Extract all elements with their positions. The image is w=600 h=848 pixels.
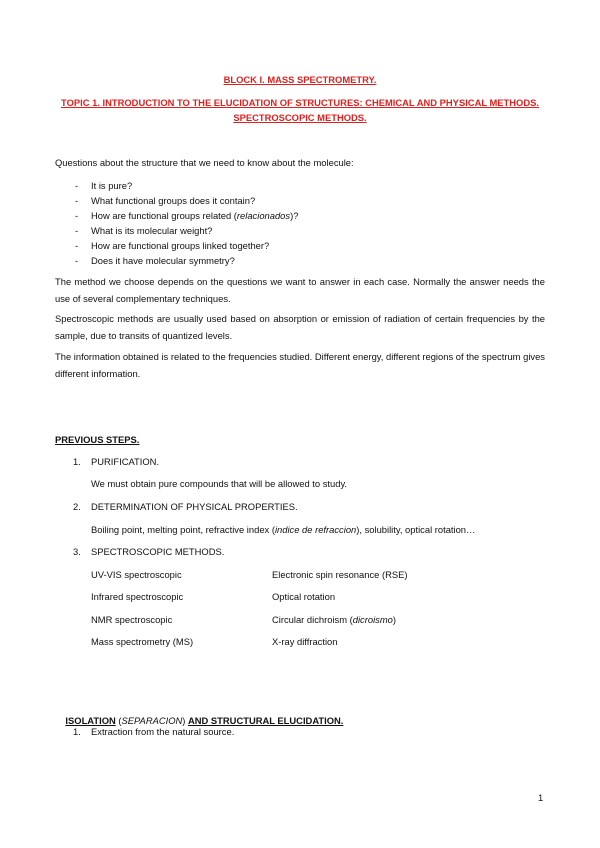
method-item: Electronic spin resonance (RSE) (272, 569, 408, 580)
questions-lead: Questions about the structure that we need to know about the molecule: (55, 157, 354, 168)
step-title-spectroscopic-methods: SPECTROSCOPIC METHODS. (91, 546, 225, 557)
spanish-term: SEPARACION (121, 715, 183, 726)
topic-title-line2: SPECTROSCOPIC METHODS. (233, 112, 367, 123)
step-text-purification: We must obtain pure compounds that will be allowed to study. (91, 478, 348, 489)
list-item (91, 210, 298, 221)
list-item: Does it have molecular symmetry? (91, 255, 235, 266)
method-item: UV-VIS spectroscopic (91, 569, 182, 580)
spanish-term: indice de refraccion (274, 524, 357, 535)
method-item: Infrared spectroscopic (91, 591, 184, 602)
paragraph-information: The information obtained is related to the frequencies studied. Different energy, different regions of the spectrum gives different information. (55, 351, 545, 379)
method-item: Optical rotation (272, 591, 336, 602)
list-item-text: )? (290, 210, 299, 221)
method-item: X-ray diffraction (272, 636, 338, 647)
step-text-physical-properties (91, 524, 475, 535)
step-title-physical-properties: DETERMINATION OF PHYSICAL PROPERTIES. (91, 501, 298, 512)
list-item-text: How are functional groups related ( (91, 210, 237, 221)
list-item: What functional groups does it contain? (91, 195, 256, 206)
heading-text: ( (115, 715, 122, 726)
block-title: BLOCK I. MASS SPECTROMETRY. (223, 74, 377, 85)
list-bullet: - (75, 225, 79, 236)
step-text: ), solubility, optical rotation… (356, 524, 476, 535)
list-number: 2. (73, 501, 81, 512)
list-bullet: - (75, 180, 79, 191)
list-bullet: - (75, 210, 79, 221)
list-item: How are functional groups linked together? (91, 240, 270, 251)
paragraph-spectroscopic: Spectroscopic methods are usually used based on absorption or emission of radiation of certain frequencies by the sample, due to transits of quantized levels. (55, 313, 545, 341)
method-item: NMR spectroscopic (91, 614, 173, 625)
method-text: Circular dichroism ( (272, 614, 353, 625)
list-bullet: - (75, 255, 79, 266)
heading-text: AND STRUCTURAL ELUCIDATION. (188, 715, 344, 726)
heading-text: ) (182, 715, 189, 726)
list-number: 3. (73, 546, 81, 557)
list-item: What is its molecular weight? (91, 225, 213, 236)
section-heading-previous-steps: PREVIOUS STEPS. (55, 434, 140, 445)
heading-text: ISOLATION (65, 715, 116, 726)
step-text-extraction: Extraction from the natural source. (91, 726, 235, 737)
spanish-term: dicroismo (352, 614, 393, 625)
page-number: 1 (538, 792, 544, 803)
list-number: 1. (73, 726, 81, 737)
method-item: Mass spectrometry (MS) (91, 636, 194, 647)
spanish-term: relacionados (236, 210, 291, 221)
step-title-purification: PURIFICATION. (91, 456, 160, 467)
list-number: 1. (73, 456, 81, 467)
paragraph-method: The method we choose depends on the questions we want to answer in each case. Normally the answer needs the use of several complementary techniques. (55, 276, 545, 304)
method-text: ) (392, 614, 396, 625)
list-bullet: - (75, 240, 79, 251)
list-bullet: - (75, 195, 79, 206)
list-item: It is pure? (91, 180, 133, 191)
method-item (272, 614, 396, 625)
topic-title-line1: TOPIC 1. INTRODUCTION TO THE ELUCIDATION OF STRUCTURES: CHEMICAL AND PHYSICAL METHODS. (61, 97, 539, 108)
step-text: Boiling point, melting point, refractive index ( (91, 524, 275, 535)
